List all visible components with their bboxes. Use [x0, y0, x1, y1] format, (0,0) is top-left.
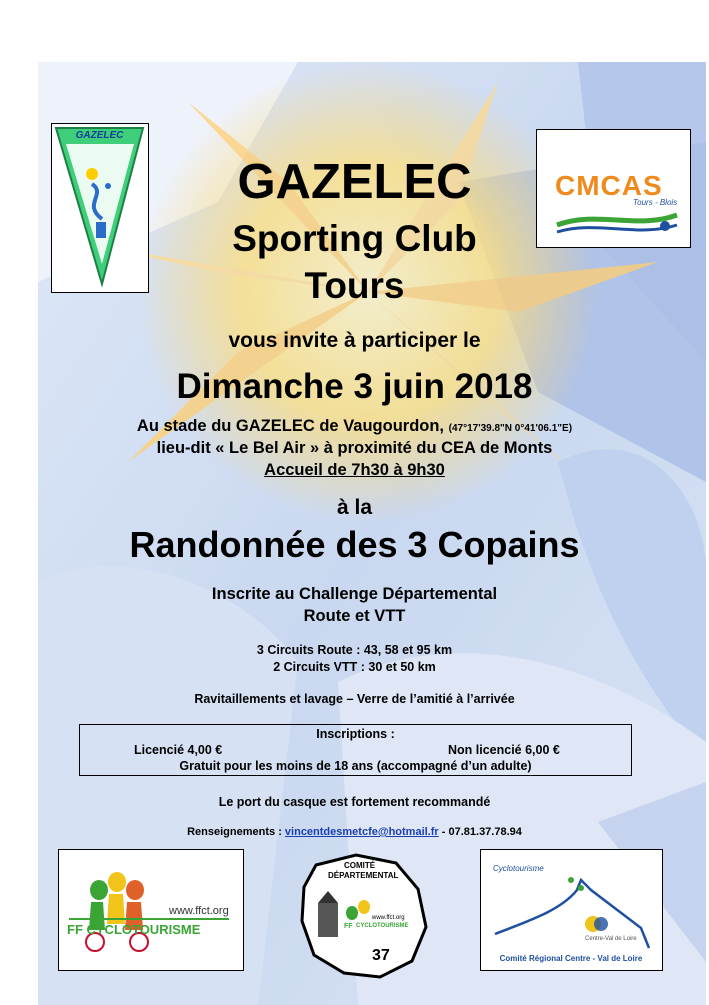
codep-ff: FF — [344, 923, 353, 930]
location-coords: (47°17'39.8"N 0°41'06.1"E) — [448, 423, 573, 434]
contact-line — [0, 825, 709, 839]
invite-text: vous invite à participer le — [228, 329, 481, 352]
registration-title: Inscriptions : — [316, 727, 395, 741]
event-intro: à la — [336, 496, 373, 519]
club-city: Tours — [304, 265, 405, 306]
cmcas-name: CMCAS — [555, 170, 663, 201]
codep-number: 37 — [372, 947, 390, 964]
ffct-name: FF CYCLOTOURISME — [67, 922, 201, 937]
circuits-road: 3 Circuits Route : 43, 58 et 95 km — [256, 643, 453, 657]
event-date: Dimanche 3 juin 2018 — [176, 367, 533, 406]
challenge-line-2: Route et VTT — [303, 607, 406, 625]
crc-title: Cyclotourisme — [493, 864, 544, 873]
free-under-18: Gratuit pour les moins de 18 ans (accompagné d’un adulte) — [179, 759, 532, 773]
price-unlicensed: Non licencié 6,00 € — [448, 743, 560, 757]
location-line-1 — [0, 416, 709, 439]
crc-footer: Comité Régional Centre - Val de Loire — [499, 954, 643, 963]
codep-name: CYCLOTOURISME — [356, 923, 409, 929]
club-subtitle: Sporting Club — [232, 218, 477, 259]
helmet-notice: Le port du casque est fortement recommandé — [218, 795, 491, 809]
crc-region: Centre-Val de Loire — [585, 936, 637, 942]
event-name: Randonnée des 3 Copains — [129, 524, 580, 565]
challenge-line-1: Inscrite au Challenge Départemental — [211, 585, 498, 603]
codep-title-1: COMITÉ — [344, 861, 376, 870]
codep-url: www.ffct.org — [372, 915, 405, 921]
crc-centre-logo — [480, 849, 663, 971]
location-line-2: lieu-dit « Le Bel Air » à proximité du CEA de Monts — [156, 439, 553, 457]
contact-label: Renseignements : — [187, 826, 282, 838]
codep-title-2: DÉPARTEMENTAL — [328, 871, 399, 880]
registration-box — [79, 724, 632, 776]
location-venue: Au stade du GAZELEC de Vaugourdon, — [136, 417, 445, 435]
contact-separator: - — [441, 826, 446, 838]
services-text: Ravitaillements et lavage – Verre de l’amitié à l’arrivée — [194, 692, 515, 706]
price-licensed: Licencié 4,00 € — [134, 743, 223, 757]
cmcas-subtitle: Tours - Blois — [633, 198, 678, 207]
ffct-logo — [58, 849, 244, 971]
welcome-hours — [0, 460, 709, 480]
contact-email-link[interactable]: vincentdesmetcfe@hotmail.fr — [284, 826, 439, 838]
pennant-label: GAZELEC — [75, 130, 124, 141]
club-title: GAZELEC — [237, 155, 472, 209]
codep-37-logo — [296, 849, 434, 983]
circuits-vtt: 2 Circuits VTT : 30 et 50 km — [273, 660, 436, 674]
welcome-hours-text: Accueil de 7h30 à 9h30 — [264, 461, 445, 479]
ffct-url: www.ffct.org — [169, 905, 229, 917]
contact-phone: 07.81.37.78.94 — [448, 826, 522, 838]
